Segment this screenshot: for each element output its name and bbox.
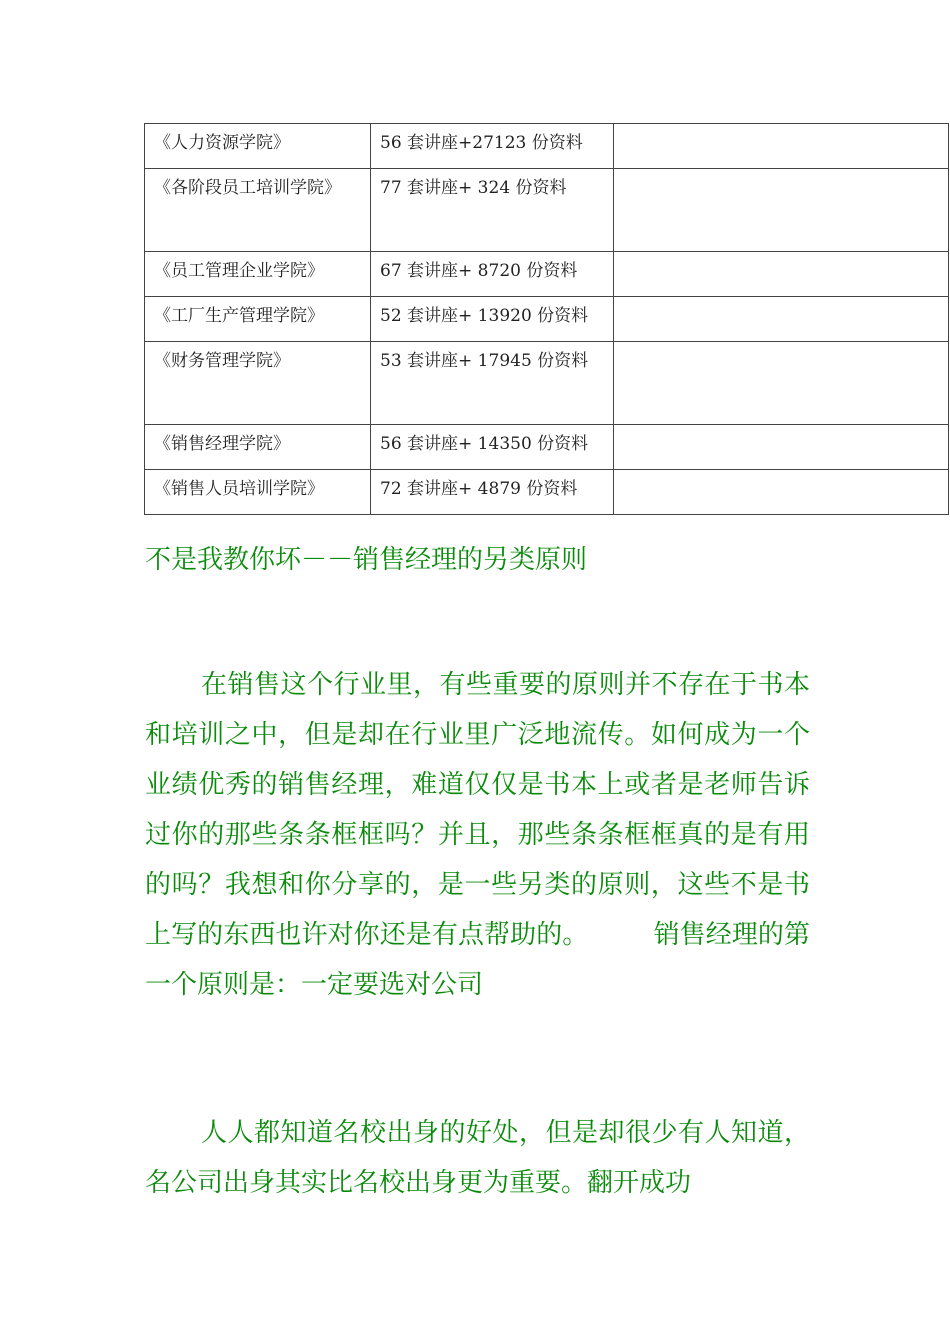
course-name: 《财务管理学院》 xyxy=(154,351,290,371)
course-name: 《销售人员培训学院》 xyxy=(154,479,324,499)
course-desc: 67 套讲座+ 8720 份资料 xyxy=(380,261,578,281)
course-desc-cell xyxy=(371,297,614,342)
table-row xyxy=(145,169,949,252)
course-desc-cell xyxy=(371,169,614,252)
empty-cell xyxy=(614,252,949,297)
table-row xyxy=(145,425,949,470)
course-desc: 77 套讲座+ 324 份资料 xyxy=(380,178,567,198)
course-desc-cell xyxy=(371,124,614,169)
table-row xyxy=(145,470,949,515)
course-name-cell xyxy=(145,252,371,297)
course-desc: 52 套讲座+ 13920 份资料 xyxy=(380,306,589,326)
course-name-cell xyxy=(145,297,371,342)
empty-cell xyxy=(614,470,949,515)
course-name: 《员工管理企业学院》 xyxy=(154,261,324,281)
course-desc-cell xyxy=(371,470,614,515)
course-name: 《销售经理学院》 xyxy=(154,434,290,454)
article-title: 不是我教你坏－－销售经理的另类原则 xyxy=(145,545,588,575)
course-desc: 56 套讲座+ 14350 份资料 xyxy=(380,434,589,454)
table-row xyxy=(145,252,949,297)
table-row xyxy=(145,297,949,342)
course-name-cell xyxy=(145,124,371,169)
empty-cell xyxy=(614,342,949,425)
course-name-cell xyxy=(145,169,371,252)
course-name: 《工厂生产管理学院》 xyxy=(154,306,324,326)
article-paragraph: 人人都知道名校出身的好处，但是却很少有人知道，名公司出身其实比名校出身更为重要。翻开成功 xyxy=(145,1118,810,1198)
course-name-cell xyxy=(145,342,371,425)
empty-cell xyxy=(614,297,949,342)
table-row xyxy=(145,342,949,425)
course-desc: 53 套讲座+ 17945 份资料 xyxy=(380,351,589,371)
course-desc-cell xyxy=(371,425,614,470)
empty-cell xyxy=(614,124,949,169)
article-paragraph: 在销售这个行业里，有些重要的原则并不存在于书本和培训之中，但是却在行业里广泛地流传。如何成为一个业绩优秀的销售经理，难道仅仅是书本上或者是老师告诉过你的那些条条框框吗？并且，那些条条框框真的是有用的吗？我想和你分享的，是一些另类的原则，这些不是书上写的东西也许对你还是有点帮助的。 销售经理的第一个原则是：一定要选对公司 xyxy=(145,670,810,1000)
course-name-cell xyxy=(145,425,371,470)
course-desc-cell xyxy=(371,342,614,425)
course-name: 《人力资源学院》 xyxy=(154,133,290,153)
course-desc: 56 套讲座+27123 份资料 xyxy=(380,133,583,153)
course-desc: 72 套讲座+ 4879 份资料 xyxy=(380,479,578,499)
course-desc-cell xyxy=(371,252,614,297)
empty-cell xyxy=(614,169,949,252)
empty-cell xyxy=(614,425,949,470)
course-name: 《各阶段员工培训学院》 xyxy=(154,178,341,198)
course-table xyxy=(144,123,949,515)
course-name-cell xyxy=(145,470,371,515)
table-row xyxy=(145,124,949,169)
